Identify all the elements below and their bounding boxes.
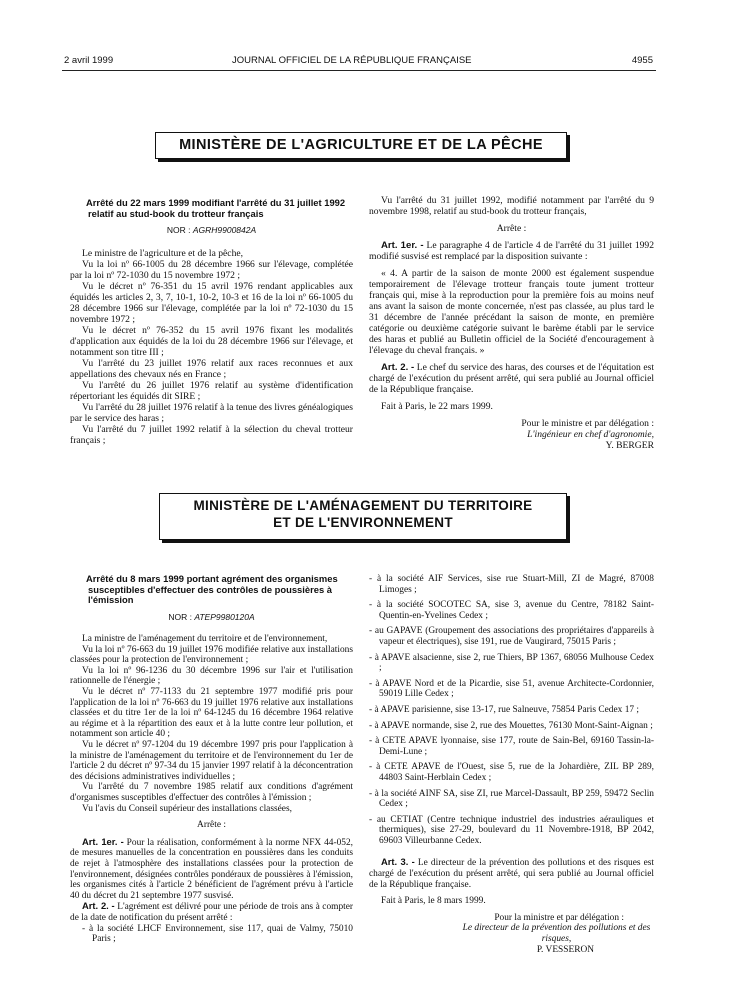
arrete-heading: Arrête : <box>496 223 527 234</box>
list-item: - à APAVE Nord et de la Picardie, sise 51, avenue Architecte-Cordonnier, 59019 Lille Cedex ; <box>369 678 654 700</box>
quoted-provision: « 4. A partir de la saison de monte 2000 est également suspendue temporairement de l'élevage trotteur français toute jument trotteur français qui, mise à la reproduction pour la première fois au moins neuf ans avant la saison de monte concernée, n'est pas classée, au plus tard le 31 décembre de l'année précédant la saison de monte, en première catégorie ou deuxième catégorie suivant le barème établi par le service des haras et publié au Bulletin officiel de la Société d'encouragement à l'élevage du cheval français. » <box>369 268 654 356</box>
section2-left-column <box>70 574 353 950</box>
signature-date: Fait à Paris, le 22 mars 1999. <box>381 401 493 412</box>
article-3: Art. 3. - Le directeur de la prévention des pollutions et des risques est chargé de l'exécution du présent arrêté, qui sera publié au Journal officiel de la République française. <box>369 856 655 890</box>
section2-right-column <box>369 574 654 955</box>
paragraph: Vu le décret nº 76-351 du 15 avril 1976 rendant applicables aux équidés les articles 2, 3, 7, 10-1, 10-2, 10-3 et 16 de la loi nº 66-1005 du 28 décembre 1966 sur l'élevage, complétée par la loi nº 72-1030 du 15 novembre 1972 ; <box>70 281 353 325</box>
paragraph: Vu l'arrêté du 31 juillet 1992, modifié notamment par l'arrêté du 9 novembre 1998, relatif au stud-book du trotteur français, <box>369 195 654 217</box>
decree-title: Arrêté du 22 mars 1999 modifiant l'arrêté du 31 juillet 1992 relatif au stud-book du trotteur français <box>86 197 346 219</box>
list-item: - à la société AINF SA, sise ZI, rue Marcel-Dassault, BP 259, 59472 Seclin Cedex ; <box>369 788 654 810</box>
list-item: - à la société SOCOTEC SA, sise 3, avenue du Centre, 78182 Saint-Quentin-en-Yvelines Cedex ; <box>369 600 654 621</box>
section1-left-column <box>70 198 353 446</box>
agreed-organisms-list <box>82 924 353 945</box>
paragraph: Vu l'avis du Conseil supérieur des installations classées, <box>82 803 292 814</box>
paragraph: Vu la loi nº 66-1005 du 28 décembre 1966 sur l'élevage, complétée par la loi nº 72-1030 du 15 novembre 1972 ; <box>70 259 353 281</box>
header-page-number: 4955 <box>631 55 653 66</box>
list-item: - au GAPAVE (Groupement des associations des propriétaires d'appareils à vapeur et électriques), sise 191, rue de Vaugirard, 75015 Paris ; <box>369 626 654 647</box>
paragraph: Vu l'arrêté du 28 juillet 1976 relatif à la tenue des livres généalogiques par le service des haras ; <box>70 402 353 424</box>
list-item: - à APAVE alsacienne, sise 2, rue Thiers, BP 1367, 68056 Mulhouse Cedex ; <box>369 652 654 674</box>
paragraph: Vu l'arrêté du 23 juillet 1976 relatif aux races reconnues et aux appellations des chevaux nés en France ; <box>70 358 353 380</box>
nor-reference: NOR : ATEP9980120A <box>168 611 255 622</box>
signature-line: Pour la ministre et par délégation : <box>494 912 624 923</box>
paragraph: La ministre de l'aménagement du territoire et de l'environnement, <box>82 634 328 645</box>
article-2: Art. 2. - Le chef du service des haras, des courses et de l'équitation est chargé de l'exécution du présent arrêté, qui sera publié au Journal officiel de la République française. <box>369 362 654 395</box>
paragraph: Vu la loi nº 76-663 du 19 juillet 1976 modifiée relative aux installations classées pour la protection de l'environnement ; <box>70 644 353 666</box>
list-item: - à APAVE normande, sise 2, rue des Mouettes, 76130 Mont-Saint-Aignan ; <box>369 720 653 731</box>
list-item: - à APAVE parisienne, sise 13-17, rue Salneuve, 75854 Paris Cedex 17 ; <box>369 704 640 715</box>
list-item: - à la société LHCF Environnement, sise 117, quai de Valmy, 75010 Paris ; <box>82 923 353 945</box>
signature-line: Pour le ministre et par délégation : <box>521 418 654 429</box>
paragraph: Le ministre de l'agriculture et de la pêche, <box>82 248 244 259</box>
signatory-name: Y. BERGER <box>605 440 654 451</box>
header-journal: JOURNAL OFFICIEL DE LA RÉPUBLIQUE FRANÇAISE <box>232 55 472 66</box>
list-item: - à CETE APAVE lyonnaise, sise 177, route de Sain-Bel, 69160 Tassin-la-Demi-Lune ; <box>369 736 654 757</box>
paragraph: Vu la loi nº 96-1236 du 30 décembre 1996 sur l'air et l'utilisation rationnelle de l'énergie ; <box>70 665 353 687</box>
signatory-name: P. VESSERON <box>536 944 594 955</box>
paragraph: Vu le décret nº 77-1133 du 21 septembre 1977 modifié pris pour l'application de la loi nº 76-663 du 19 juillet 1976 relative aux installations classées et du titre 1er de la loi nº 64-1245 du 16 décembre 1964 relative au régime et à la répartition des eaux et à la lutte contre leur pollution, et notamment son article 40 ; <box>70 687 353 740</box>
list-item: - au CETIAT (Centre technique industriel des industries aérauliques et thermiques), sise 27-29, boulevard du 11 Novembre-1918, BP 2042, 69603 Villeurbanne Cedex. <box>369 814 654 846</box>
ministry-heading-environment: MINISTÈRE DE L'AMÉNAGEMENT DU TERRITOIRE ET DE L'ENVIRONNEMENT <box>159 493 567 540</box>
signature-date: Fait à Paris, le 8 mars 1999. <box>381 896 486 907</box>
page-header <box>0 55 731 69</box>
paragraph: Vu le décret nº 76-352 du 15 avril 1976 fixant les modalités d'application aux équidés de la loi du 28 décembre 1966 sur l'élevage, et notamment son titre III ; <box>70 325 353 358</box>
nor-reference: NOR : AGRH9900842A <box>166 225 257 235</box>
decree-title: Arrêté du 8 mars 1999 portant agrément des organismes susceptibles d'effectuer des contrôles de poussières à l'émission <box>86 573 338 605</box>
ministry-heading-agriculture: MINISTÈRE DE L'AGRICULTURE ET DE LA PÊCHE <box>155 132 567 159</box>
header-rule <box>62 70 656 71</box>
section1-right-column <box>369 195 654 451</box>
paragraph: Vu l'arrêté du 7 novembre 1985 relatif aux conditions d'agrément d'organismes susceptibles d'effectuer des contrôles à l'émission ; <box>70 782 353 803</box>
list-item: - à la société AIF Services, sise rue Stuart-Mill, ZI de Magré, 87008 Limoges ; <box>369 574 654 595</box>
article-2: Art. 2. - L'agrément est délivré pour une période de trois ans à compter de la date de notification du présent arrêté : <box>70 900 354 923</box>
paragraph: Vu l'arrêté du 7 juillet 1992 relatif à la sélection du cheval trotteur français ; <box>70 424 353 446</box>
paragraph: Vu le décret nº 97-1204 du 19 décembre 1997 pris pour l'application à la ministre de l'aménagement du territoire et de l'environnement du 1er de l'article 2 du décret nº 97-34 du 15 janvier 1997 relatif à la déconcentration des décisions administratives individuelles ; <box>70 740 353 782</box>
list-item: - à CETE APAVE de l'Ouest, sise 5, rue de la Johardière, ZIL BP 289, 44803 Saint-Herblain Cedex ; <box>369 762 654 783</box>
article-1: Art. 1er. - Le paragraphe 4 de l'article 4 de l'arrêté du 31 juillet 1992 modifié susvisé est remplacé par la disposition suivante : <box>369 240 655 262</box>
signature-title: Le directeur de la prévention des pollutions et des risques, <box>462 923 651 945</box>
agreed-organisms-list-continued <box>369 574 654 846</box>
article-1: Art. 1er. - Pour la réalisation, conformément à la norme NFX 44-052, de mesures manuelles de la concentration en poussières dans les conduits de rejet à l'atmosphère des installations classées pour la protection de l'environnement, désignées contrôles pondéraux de poussières à l'émission, les organismes cités à l'article 2 bénéficient de l'agrément prévu à l'article 40 du décret du 21 septembre 1977 susvisé. <box>70 835 353 901</box>
arrete-heading: Arrête : <box>197 820 226 831</box>
paragraph: Vu l'arrêté du 26 juillet 1976 relatif au système d'identification répertoriant les équidés dit SIRE ; <box>70 380 353 402</box>
signature-title: L'ingénieur en chef d'agronomie, <box>527 429 654 440</box>
header-date: 2 avril 1999 <box>64 55 114 66</box>
